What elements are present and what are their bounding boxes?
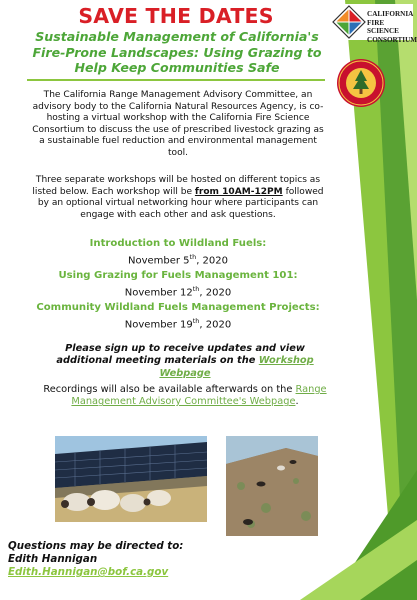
contact-block (8, 540, 238, 579)
schedule-paragraph: Three separate workshops will be hosted on different topics as listed below. Each workshop will be from 10AM-12PM followed by an optional virtual networking hour where participants can engage with each other and ask questions. (32, 175, 324, 220)
workshop-webpage-link[interactable]: Workshop Webpage (159, 355, 314, 379)
cfsc-logo (330, 4, 417, 44)
intro-paragraph: The California Range Management Advisory Committee, an advisory body to the California Natural Resources Agency, is co-hosting a virtual workshop with the California Fire Science Consortium to discuss the use of prescribed livestock grazing as a sustainable fuel reduction and environmental management tool. (32, 90, 324, 158)
contact-intro: Questions may be directed to: (8, 540, 184, 552)
signup-text: Please sign up to receive updates and view additional meeting materials on the Workshop Webpage (56, 343, 314, 379)
contact-email-link[interactable]: Edith.Hannigan@bof.ca.gov (8, 566, 169, 578)
page-title: SAVE THE DATES (78, 4, 274, 28)
workshop-date: November 5th, 2020 (127, 252, 229, 266)
workshop-item (30, 270, 326, 299)
cfsc-diamond-icon (332, 5, 366, 39)
workshop-date: November 12th, 2020 (124, 284, 232, 298)
workshop-title: Introduction to Wildland Fuels: (89, 238, 267, 249)
board-of-forestry-seal (336, 58, 386, 108)
recordings-text: Recordings will also be available afterwards on the Range Management Advisory Committee's Webpage. (43, 384, 327, 408)
workshop-item (30, 238, 326, 267)
contact-name: Edith Hannigan (8, 553, 98, 565)
page-subtitle: Sustainable Management of California's Fire-Prone Landscapes: Using Grazing to Help Keep Communities Safe (32, 29, 322, 75)
workshop-date: November 19th, 2020 (124, 316, 232, 330)
divider (27, 79, 325, 81)
workshop-time: from 10AM-12PM (194, 186, 283, 197)
workshop-title: Community Wildland Fuels Management Projects: (36, 302, 320, 313)
workshop-title: Using Grazing for Fuels Management 101: (58, 270, 298, 281)
cfsc-logo-text: CALIFORNIA FIRE SCIENCE CONSORTIUM (367, 10, 417, 44)
sheep-solar-photo (55, 436, 207, 522)
hillside-grazing-photo (226, 436, 318, 536)
rmac-webpage-link[interactable]: Range Management Advisory Committee's Webpage (71, 384, 327, 408)
workshop-item (30, 302, 326, 331)
